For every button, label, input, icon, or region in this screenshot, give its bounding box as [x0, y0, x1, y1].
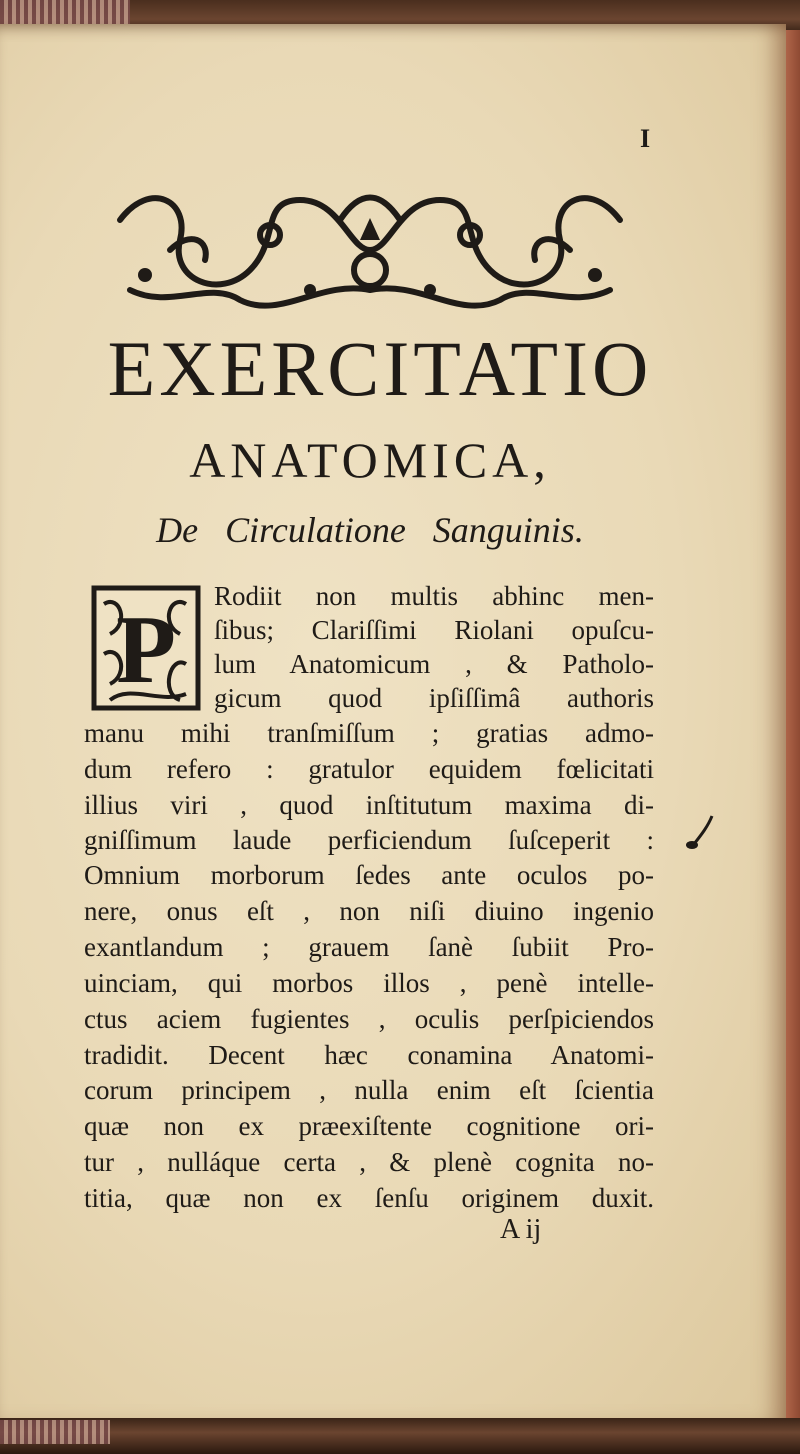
- text-line: titia, quæ non ex ſenſu originem duxit.: [84, 1183, 654, 1213]
- margin-ink-mark-icon: [682, 812, 718, 852]
- text-line: tradidit. Decent hæc conamina Anatomi-: [84, 1040, 654, 1070]
- headband-bottom: [0, 1420, 110, 1444]
- headpiece-ornament-icon: [110, 180, 630, 320]
- text-line: gniſſimum laude perficiendum ſuſceperit :: [84, 825, 654, 855]
- catchword-signature: A ij: [500, 1214, 542, 1245]
- binding-bottom: [0, 1418, 800, 1454]
- text-line: Omnium morborum ſedes ante oculos po-: [84, 860, 654, 890]
- text-line: gicum quod ipſiſſimâ authoris: [214, 683, 654, 713]
- text-line: illius viri , quod inſtitutum maxima di-: [84, 790, 654, 820]
- text-line: dum refero : gratulor equidem fœlicitati: [84, 754, 654, 784]
- title-anatomica: ANATOMICA,: [189, 432, 551, 488]
- historiated-initial-icon: [90, 584, 202, 712]
- text-line: tur , nulláque certa , & plenè cognita no-: [84, 1147, 654, 1177]
- text-line: quæ non ex præexiſtente cognitione ori-: [84, 1111, 654, 1141]
- subtitle: De Circulatione Sanguinis.: [156, 510, 584, 550]
- text-line: Rodiit non multis abhinc men-: [214, 581, 654, 611]
- title-exercitatio: EXERCITATIO: [107, 325, 653, 412]
- text-line: nere, onus eſt , non niſi diuino ingenio: [84, 896, 654, 926]
- text-line: lum Anatomicum , & Patholo-: [214, 649, 654, 679]
- page-number: I: [640, 124, 651, 153]
- text-line: ctus aciem fugientes , oculis perſpiciendos: [84, 1004, 654, 1034]
- text-line: ſibus; Clariſſimi Riolani opuſcu-: [214, 615, 654, 645]
- text-line: corum principem , nulla enim eſt ſcientia: [84, 1075, 654, 1105]
- text-line: uinciam, qui morbos illos , penè intelle-: [84, 968, 654, 998]
- text-line: manu mihi tranſmiſſum ; gratias admo-: [84, 718, 654, 748]
- dropcap-letter: P: [116, 596, 176, 704]
- text-line: exantlandum ; grauem ſanè ſubiit Pro-: [84, 932, 654, 962]
